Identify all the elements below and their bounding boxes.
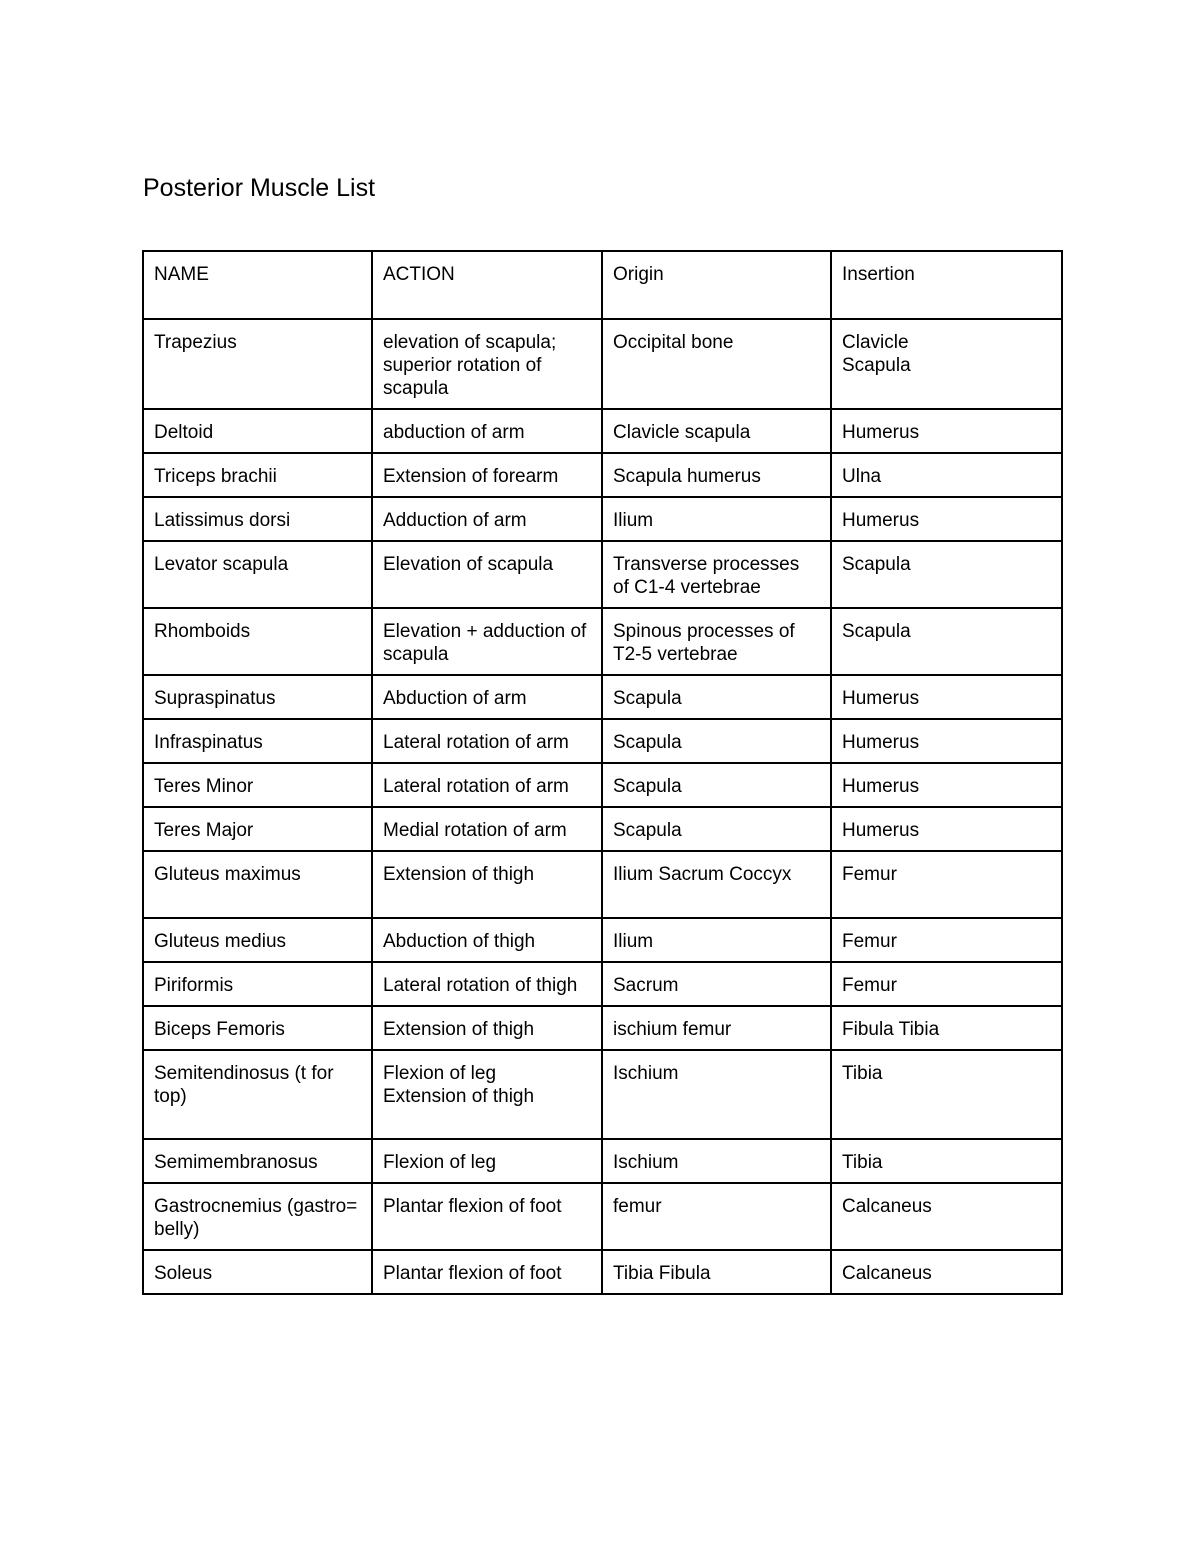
insertion-cell: Ulna [831,453,1062,497]
muscle-name-cell: Semimembranosus [143,1139,372,1183]
origin-cell: Occipital bone [602,319,831,409]
muscle-name-cell: Teres Minor [143,763,372,807]
action-cell: Flexion of leg Extension of thigh [372,1050,602,1139]
origin-cell: Clavicle scapula [602,409,831,453]
insertion-cell: Scapula [831,608,1062,675]
action-cell: Extension of thigh [372,851,602,918]
muscle-name-cell: Piriformis [143,962,372,1006]
muscle-name-cell: Latissimus dorsi [143,497,372,541]
action-cell: Lateral rotation of thigh [372,962,602,1006]
table-row [143,608,1062,675]
action-cell: Plantar flexion of foot [372,1250,602,1294]
origin-cell: Scapula humerus [602,453,831,497]
table-row [143,541,1062,608]
action-cell: abduction of arm [372,409,602,453]
table-row [143,409,1062,453]
muscle-name-cell: Infraspinatus [143,719,372,763]
action-cell: Extension of thigh [372,1006,602,1050]
action-cell: Adduction of arm [372,497,602,541]
origin-cell: Sacrum [602,962,831,1006]
muscle-name-cell: Teres Major [143,807,372,851]
origin-cell: Scapula [602,719,831,763]
table-row [143,675,1062,719]
insertion-cell: Humerus [831,409,1062,453]
table-row [143,918,1062,962]
muscle-name-cell: Supraspinatus [143,675,372,719]
origin-cell: Tibia Fibula [602,1250,831,1294]
action-cell: Flexion of leg [372,1139,602,1183]
action-cell: Medial rotation of arm [372,807,602,851]
origin-cell: Ischium [602,1139,831,1183]
table-row [143,453,1062,497]
origin-cell: Spinous processes of T2-5 vertebrae [602,608,831,675]
muscle-name-cell: Triceps brachii [143,453,372,497]
action-cell: Lateral rotation of arm [372,719,602,763]
table-row [143,962,1062,1006]
page-title: Posterior Muscle List [143,174,376,202]
table-row [143,1139,1062,1183]
action-cell: Plantar flexion of foot [372,1183,602,1250]
header-insertion: Insertion [831,251,1062,319]
table-row [143,1250,1062,1294]
insertion-cell: Femur [831,962,1062,1006]
muscle-name-cell: Soleus [143,1250,372,1294]
action-cell: Abduction of thigh [372,918,602,962]
insertion-cell: Femur [831,851,1062,918]
action-cell: elevation of scapula; superior rotation of scapula [372,319,602,409]
muscle-name-cell: Gluteus medius [143,918,372,962]
origin-cell: Ilium Sacrum Coccyx [602,851,831,918]
origin-cell: Ilium [602,497,831,541]
table-row [143,497,1062,541]
insertion-cell: Tibia [831,1050,1062,1139]
origin-cell: Ilium [602,918,831,962]
insertion-cell: Scapula [831,541,1062,608]
table-row [143,1183,1062,1250]
insertion-cell: Tibia [831,1139,1062,1183]
insertion-cell: Clavicle Scapula [831,319,1062,409]
table-row [143,319,1062,409]
muscle-name-cell: Deltoid [143,409,372,453]
insertion-cell: Humerus [831,675,1062,719]
table-row [143,763,1062,807]
origin-cell: Ischium [602,1050,831,1139]
muscle-name-cell: Trapezius [143,319,372,409]
origin-cell: Scapula [602,807,831,851]
action-cell: Extension of forearm [372,453,602,497]
insertion-cell: Humerus [831,497,1062,541]
header-name: NAME [143,251,372,319]
insertion-cell: Femur [831,918,1062,962]
header-origin: Origin [602,251,831,319]
table-row [143,1050,1062,1139]
muscle-name-cell: Gluteus maximus [143,851,372,918]
muscle-name-cell: Gastrocnemius (gastro= belly) [143,1183,372,1250]
muscle-name-cell: Levator scapula [143,541,372,608]
insertion-cell: Humerus [831,763,1062,807]
table-row [143,719,1062,763]
muscle-name-cell: Biceps Femoris [143,1006,372,1050]
muscle-table [142,250,1063,1295]
origin-cell: femur [602,1183,831,1250]
muscle-name-cell: Rhomboids [143,608,372,675]
origin-cell: Scapula [602,675,831,719]
header-action: ACTION [372,251,602,319]
table-row [143,807,1062,851]
action-cell: Abduction of arm [372,675,602,719]
origin-cell: ischium femur [602,1006,831,1050]
table-row [143,851,1062,918]
action-cell: Lateral rotation of arm [372,763,602,807]
action-cell: Elevation + adduction of scapula [372,608,602,675]
insertion-cell: Calcaneus [831,1183,1062,1250]
table-row [143,1006,1062,1050]
insertion-cell: Fibula Tibia [831,1006,1062,1050]
origin-cell: Scapula [602,763,831,807]
table-header-row [143,251,1062,319]
muscle-name-cell: Semitendinosus (t for top) [143,1050,372,1139]
origin-cell: Transverse processes of C1-4 vertebrae [602,541,831,608]
insertion-cell: Calcaneus [831,1250,1062,1294]
insertion-cell: Humerus [831,719,1062,763]
action-cell: Elevation of scapula [372,541,602,608]
insertion-cell: Humerus [831,807,1062,851]
